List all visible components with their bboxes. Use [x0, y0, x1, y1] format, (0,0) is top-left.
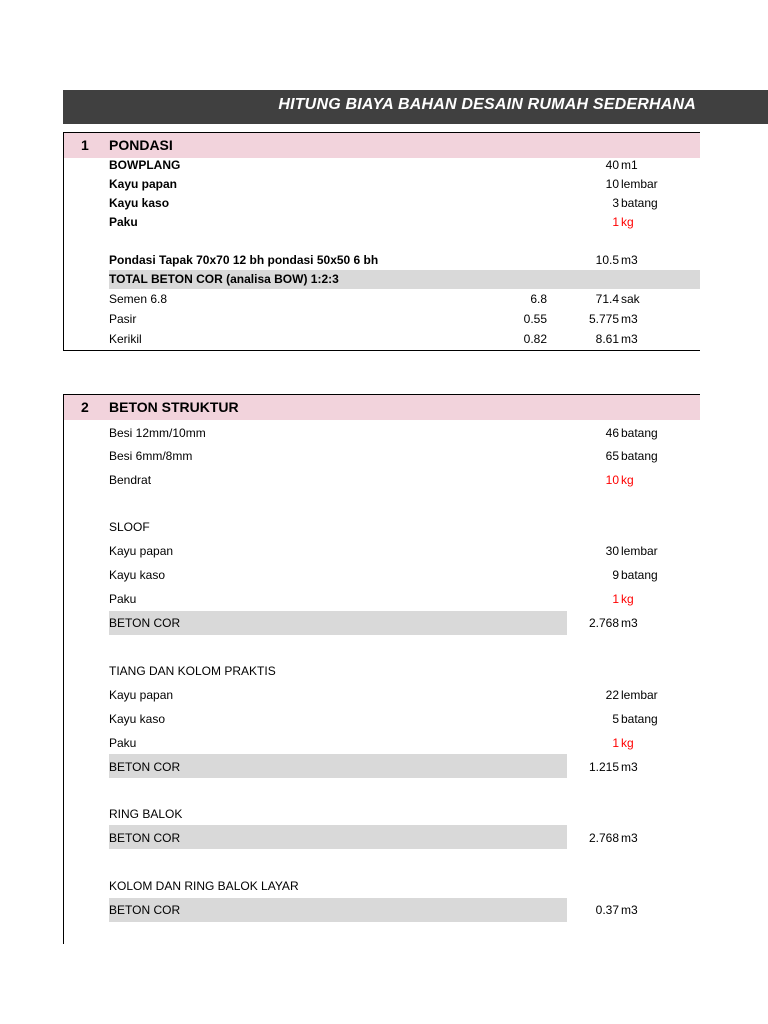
table-row — [0, 290, 768, 312]
item-amount: 5.775 — [588, 312, 619, 326]
item-label: RING BALOK — [109, 807, 183, 821]
item-label: Kerikil — [109, 332, 142, 346]
item-unit: m3 — [621, 831, 638, 845]
table-row — [0, 590, 768, 612]
item-amount: 0.37 — [595, 903, 619, 917]
item-amount: 9 — [612, 568, 619, 582]
table-row — [0, 901, 768, 923]
item-amount: 10.5 — [595, 253, 619, 267]
item-unit: m3 — [621, 616, 638, 630]
table-row — [0, 471, 768, 493]
item-unit: lembar — [621, 544, 658, 558]
item-label: Semen 6.8 — [109, 292, 168, 306]
item-label: BETON COR — [109, 903, 181, 917]
item-label: Besi 6mm/8mm — [109, 449, 193, 463]
section-number: 1 — [81, 137, 89, 153]
item-unit: m3 — [621, 760, 638, 774]
item-amount: 2.768 — [588, 616, 619, 630]
item-unit: m3 — [621, 312, 638, 326]
item-label: Besi 12mm/10mm — [109, 426, 206, 440]
section-title: PONDASI — [109, 137, 173, 153]
item-label: Kayu papan — [109, 177, 178, 191]
item-label: Pondasi Tapak 70x70 12 bh pondasi 50x50 6 bh — [109, 253, 379, 267]
item-label: SLOOF — [109, 520, 150, 534]
item-unit: kg — [621, 736, 634, 750]
item-qty: 0.82 — [523, 332, 547, 346]
table-row — [0, 805, 768, 827]
item-amount: 1 — [612, 215, 619, 229]
item-unit: batang — [621, 196, 658, 210]
item-unit: m3 — [621, 253, 638, 267]
item-qty: 6.8 — [530, 292, 547, 306]
item-amount: 30 — [605, 544, 619, 558]
table-row — [0, 686, 768, 708]
table-row — [0, 710, 768, 732]
section-title: BETON STRUKTUR — [109, 399, 239, 415]
item-unit: m1 — [621, 158, 638, 172]
table-row — [0, 734, 768, 756]
item-label: Kayu kaso — [109, 196, 170, 210]
item-label: Paku — [109, 592, 137, 606]
table-row — [0, 310, 768, 332]
item-amount: 40 — [605, 158, 619, 172]
item-label: Kayu papan — [109, 544, 174, 558]
item-amount: 1.215 — [588, 760, 619, 774]
item-unit: lembar — [621, 688, 658, 702]
table-row — [0, 424, 768, 446]
item-amount: 10 — [605, 177, 619, 191]
item-qty: 0.55 — [523, 312, 547, 326]
item-label: BETON COR — [109, 760, 181, 774]
table-row — [0, 518, 768, 540]
item-amount: 1 — [612, 736, 619, 750]
item-label: TOTAL BETON COR (analisa BOW) 1:2:3 — [109, 272, 339, 286]
item-unit: batang — [621, 426, 658, 440]
item-label: Kayu kaso — [109, 712, 166, 726]
item-amount: 46 — [605, 426, 619, 440]
item-label: Paku — [109, 736, 137, 750]
item-unit: kg — [621, 215, 634, 229]
document-title: HITUNG BIAYA BAHAN DESAIN RUMAH SEDERHANA — [278, 96, 696, 113]
item-amount: 1 — [612, 592, 619, 606]
item-label: TIANG DAN KOLOM PRAKTIS — [109, 664, 276, 678]
table-row — [0, 877, 768, 899]
item-unit: m3 — [621, 332, 638, 346]
table-row — [0, 614, 768, 636]
item-unit: m3 — [621, 903, 638, 917]
section-number: 2 — [81, 399, 89, 415]
item-amount: 10 — [605, 473, 619, 487]
item-unit: lembar — [621, 177, 658, 191]
table-row — [0, 270, 768, 292]
item-label: Kayu papan — [109, 688, 174, 702]
table-row — [0, 829, 768, 851]
table-row — [0, 542, 768, 564]
table-row — [0, 662, 768, 684]
item-label: BETON COR — [109, 616, 181, 630]
table-row — [0, 566, 768, 588]
item-amount: 2.768 — [588, 831, 619, 845]
item-amount: 8.61 — [595, 332, 619, 346]
item-amount: 65 — [605, 449, 619, 463]
item-unit: batang — [621, 712, 658, 726]
item-label: BETON COR — [109, 831, 181, 845]
item-amount: 22 — [605, 688, 619, 702]
item-amount: 3 — [612, 196, 619, 210]
item-label: Bendrat — [109, 473, 152, 487]
table-row — [0, 447, 768, 469]
item-unit: kg — [621, 592, 634, 606]
table-row — [0, 758, 768, 780]
item-label: Pasir — [109, 312, 137, 326]
item-label: BOWPLANG — [109, 158, 181, 172]
item-label: KOLOM DAN RING BALOK LAYAR — [109, 879, 299, 893]
section-header-beton-struktur — [63, 394, 700, 420]
item-label: Paku — [109, 215, 138, 229]
item-unit: batang — [621, 568, 658, 582]
item-unit: kg — [621, 473, 634, 487]
item-amount: 71.4 — [595, 292, 619, 306]
item-amount: 5 — [612, 712, 619, 726]
item-unit: sak — [621, 292, 640, 306]
table-row — [0, 330, 768, 352]
section-header-pondasi — [63, 132, 700, 158]
title-banner — [63, 90, 768, 124]
table-row — [0, 213, 768, 235]
item-unit: batang — [621, 449, 658, 463]
item-label: Kayu kaso — [109, 568, 166, 582]
